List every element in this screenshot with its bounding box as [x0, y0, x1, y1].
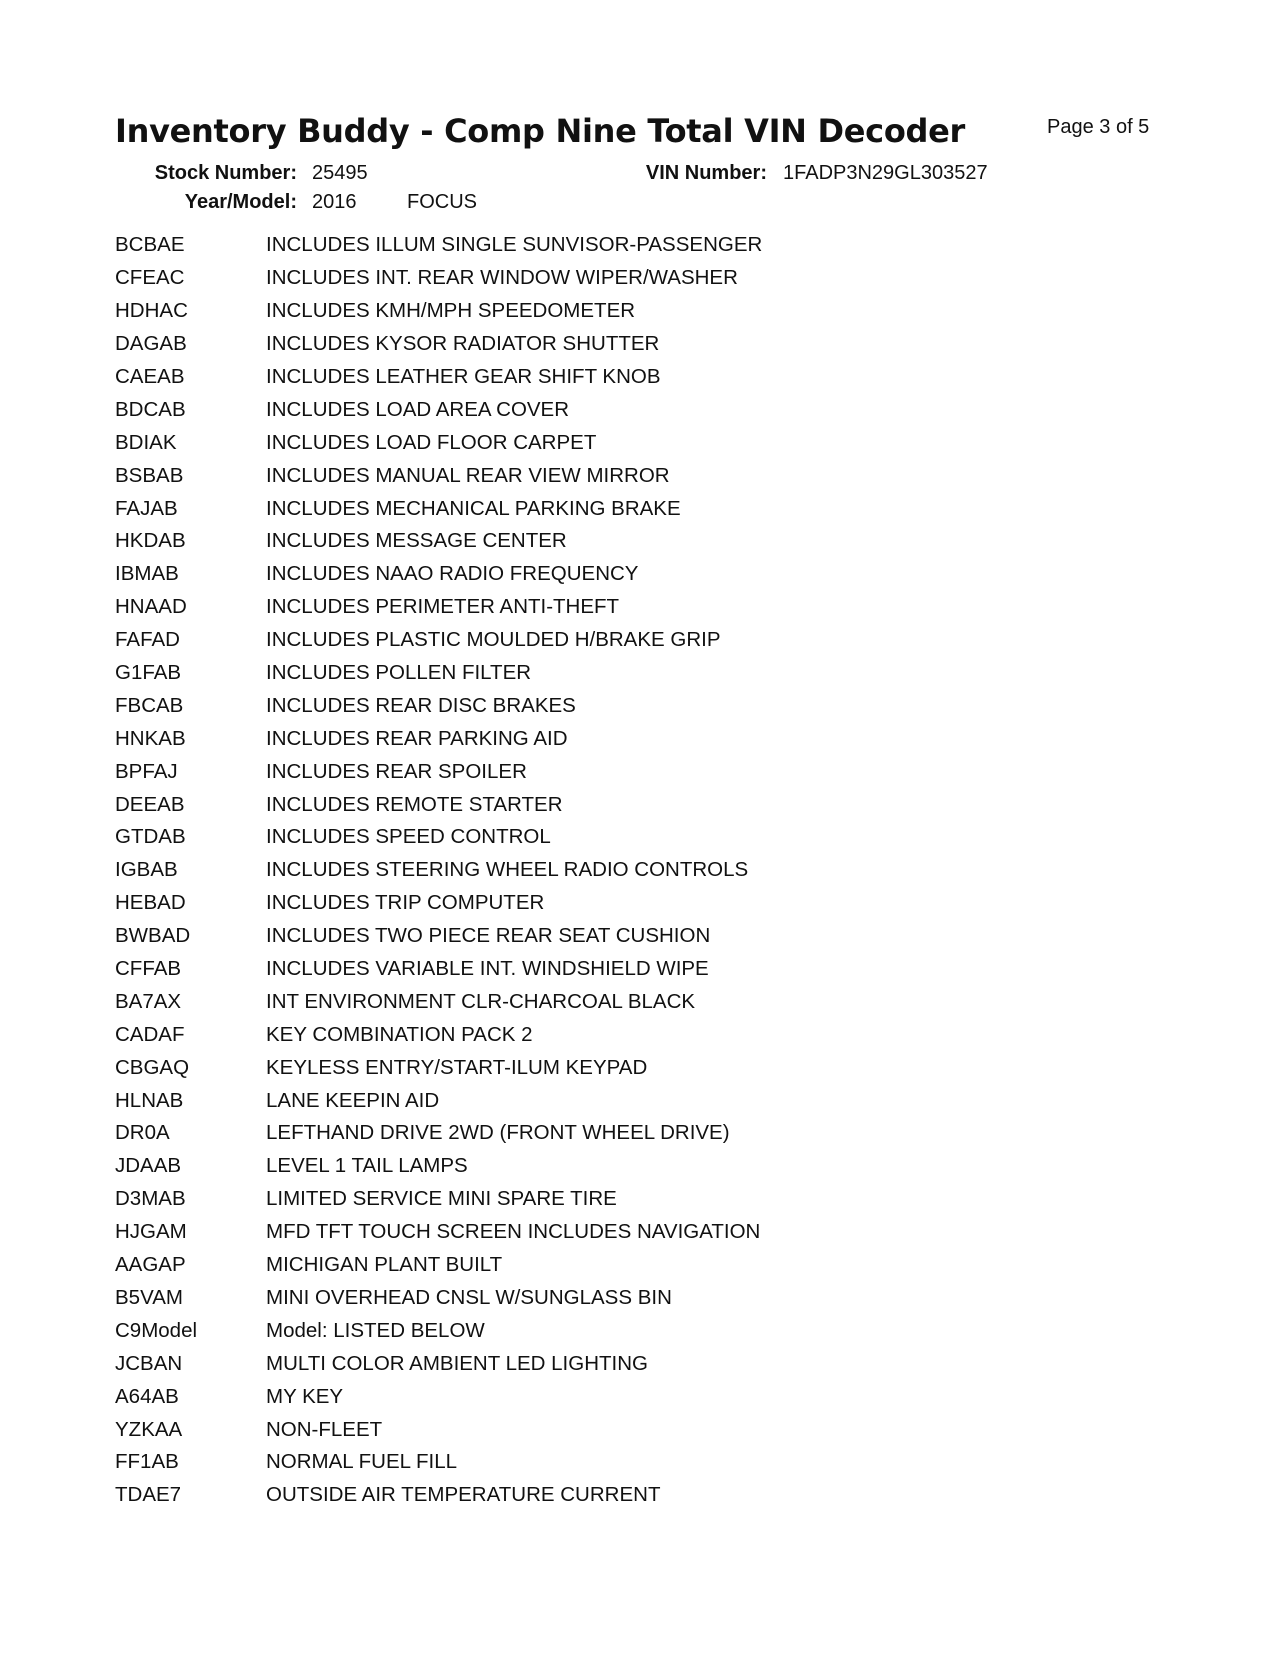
- list-item: [115, 426, 762, 459]
- option-description: INCLUDES REAR DISC BRAKES: [266, 693, 576, 717]
- option-code: IGBAB: [115, 858, 178, 882]
- option-code: CAEAB: [115, 365, 185, 388]
- list-item: [115, 722, 762, 755]
- list-item: [115, 1282, 762, 1315]
- option-code: B5VAM: [115, 1285, 183, 1309]
- option-description: INCLUDES ILLUM SINGLE SUNVISOR-PASSENGER: [266, 233, 763, 257]
- list-item: [115, 1249, 762, 1282]
- list-item: [115, 1380, 762, 1413]
- list-item: [115, 1216, 762, 1249]
- option-code: BWBAD: [115, 924, 191, 948]
- list-item: [115, 558, 762, 591]
- list-item: [115, 1314, 762, 1347]
- option-code: BDIAK: [115, 430, 177, 454]
- option-code: DR0A: [115, 1121, 170, 1145]
- list-item: [115, 328, 762, 361]
- option-code: FBCAB: [115, 693, 184, 717]
- list-item: [115, 854, 762, 887]
- option-description: MFD TFT TOUCH SCREEN INCLUDES NAVIGATION: [266, 1220, 761, 1244]
- option-description: MINI OVERHEAD CNSL W/SUNGLASS BIN: [266, 1285, 672, 1309]
- list-item: [115, 459, 762, 492]
- option-code: HLNAB: [115, 1088, 184, 1112]
- option-code: D3MAB: [115, 1187, 186, 1211]
- list-item: [115, 788, 762, 821]
- option-code: TDAE7: [115, 1483, 182, 1507]
- list-item: [115, 755, 762, 788]
- list-item: [115, 393, 762, 426]
- option-code: DEEAB: [115, 792, 185, 816]
- option-code: CFEAC: [115, 266, 185, 290]
- list-item: [115, 1183, 762, 1216]
- list-item: [115, 1018, 762, 1051]
- option-code: FF1AB: [115, 1450, 179, 1474]
- option-code: HJGAM: [115, 1220, 187, 1244]
- option-code: C9Model: [115, 1318, 198, 1342]
- option-code: YZKAA: [115, 1417, 183, 1441]
- option-description: INCLUDES MECHANICAL PARKING BRAKE: [266, 496, 681, 520]
- option-description: OUTSIDE AIR TEMPERATURE CURRENT: [266, 1483, 661, 1507]
- option-description: INCLUDES NAAO RADIO FREQUENCY: [266, 562, 639, 586]
- year-value: 2016: [312, 191, 357, 213]
- list-item: [115, 262, 762, 295]
- option-code: HKDAB: [115, 529, 186, 553]
- vin-number-value: 1FADP3N29GL303527: [783, 162, 988, 184]
- option-code: GTDAB: [115, 825, 186, 849]
- list-item: [115, 887, 762, 920]
- list-item: [115, 821, 762, 854]
- option-description: KEYLESS ENTRY/START-ILUM KEYPAD: [266, 1055, 648, 1079]
- option-code: CFFAB: [115, 957, 182, 981]
- option-code: BA7AX: [115, 989, 182, 1013]
- list-item: [115, 1446, 762, 1479]
- list-item: [115, 657, 762, 690]
- option-description: INCLUDES TWO PIECE REAR SEAT CUSHION: [266, 924, 711, 948]
- option-code: BSBAB: [115, 463, 184, 487]
- option-description: INCLUDES PERIMETER ANTI-THEFT: [266, 595, 620, 619]
- option-description: KEY COMBINATION PACK 2: [266, 1022, 533, 1046]
- page-title: Inventory Buddy - Comp Nine Total VIN Decoder: [115, 112, 966, 150]
- option-description: INCLUDES KMH/MPH SPEEDOMETER: [266, 299, 636, 323]
- stock-number-label: Stock Number:: [154, 162, 297, 184]
- option-description: INT ENVIRONMENT CLR-CHARCOAL BLACK: [266, 989, 696, 1013]
- option-description: Model: LISTED BELOW: [266, 1318, 485, 1342]
- option-description: INCLUDES PLASTIC MOULDED H/BRAKE GRIP: [266, 628, 721, 652]
- option-code: CADAF: [115, 1022, 185, 1046]
- list-item: [115, 492, 762, 525]
- option-code: FAFAD: [115, 628, 180, 652]
- year-model-label: Year/Model:: [184, 191, 297, 213]
- option-code: BCBAE: [115, 233, 185, 257]
- list-item: [115, 1479, 762, 1512]
- option-code: JDAAB: [115, 1154, 182, 1178]
- list-item: [115, 1051, 762, 1084]
- option-description: LEVEL 1 TAIL LAMPS: [266, 1154, 468, 1178]
- page-number: Page 3 of 5: [1047, 116, 1150, 138]
- option-code: G1FAB: [115, 661, 182, 685]
- list-item: [115, 361, 762, 394]
- list-item: [115, 985, 762, 1018]
- model-value: FOCUS: [407, 191, 477, 213]
- option-description: LIMITED SERVICE MINI SPARE TIRE: [266, 1187, 617, 1211]
- option-description: INCLUDES LOAD AREA COVER: [266, 397, 570, 421]
- list-item: [115, 953, 762, 986]
- option-code: A64AB: [115, 1384, 179, 1408]
- list-item: [115, 295, 762, 328]
- list-item: [115, 1347, 762, 1380]
- stock-number-value: 25495: [312, 162, 368, 184]
- option-description: INCLUDES POLLEN FILTER: [266, 661, 532, 685]
- option-description: INCLUDES LOAD FLOOR CARPET: [266, 430, 597, 454]
- vin-number-label: VIN Number:: [645, 162, 767, 184]
- list-item: [115, 689, 762, 722]
- option-list: [115, 229, 762, 1512]
- option-code: BDCAB: [115, 397, 186, 421]
- option-description: MULTI COLOR AMBIENT LED LIGHTING: [266, 1351, 648, 1375]
- option-description: INCLUDES LEATHER GEAR SHIFT KNOB: [266, 365, 661, 388]
- option-description: INCLUDES SPEED CONTROL: [266, 825, 551, 849]
- list-item: [115, 624, 762, 657]
- list-item: [115, 1117, 762, 1150]
- list-item: [115, 1413, 762, 1446]
- option-code: DAGAB: [115, 332, 187, 356]
- option-description: INCLUDES MESSAGE CENTER: [266, 529, 567, 553]
- option-description: INCLUDES REMOTE STARTER: [266, 792, 563, 816]
- option-description: INCLUDES TRIP COMPUTER: [266, 891, 545, 915]
- option-code: JCBAN: [115, 1351, 183, 1375]
- option-code: IBMAB: [115, 562, 179, 586]
- list-item: [115, 525, 762, 558]
- list-item: [115, 229, 762, 262]
- option-description: INCLUDES MANUAL REAR VIEW MIRROR: [266, 463, 670, 487]
- option-description: MY KEY: [266, 1384, 344, 1408]
- list-item: [115, 591, 762, 624]
- list-item: [115, 1084, 762, 1117]
- list-item: [115, 1150, 762, 1183]
- option-description: LEFTHAND DRIVE 2WD (FRONT WHEEL DRIVE): [266, 1121, 730, 1145]
- option-code: HDHAC: [115, 299, 188, 323]
- list-item: [115, 920, 762, 953]
- option-code: FAJAB: [115, 496, 178, 520]
- option-description: INCLUDES STEERING WHEEL RADIO CONTROLS: [266, 858, 749, 882]
- option-code: HEBAD: [115, 891, 186, 915]
- option-code: CBGAQ: [115, 1055, 190, 1079]
- option-description: INCLUDES KYSOR RADIATOR SHUTTER: [266, 332, 660, 356]
- option-description: NON-FLEET: [266, 1417, 383, 1441]
- option-code: HNAAD: [115, 595, 187, 619]
- option-description: INCLUDES VARIABLE INT. WINDSHIELD WIPE: [266, 957, 709, 981]
- option-description: LANE KEEPIN AID: [266, 1088, 440, 1112]
- option-description: INCLUDES REAR SPOILER: [266, 759, 527, 783]
- option-description: INCLUDES REAR PARKING AID: [266, 726, 568, 750]
- option-code: HNKAB: [115, 726, 186, 750]
- option-description: MICHIGAN PLANT BUILT: [266, 1253, 503, 1277]
- option-code: BPFAJ: [115, 759, 178, 783]
- option-description: NORMAL FUEL FILL: [266, 1450, 457, 1474]
- option-description: INCLUDES INT. REAR WINDOW WIPER/WASHER: [266, 266, 738, 290]
- option-code: AAGAP: [115, 1253, 186, 1277]
